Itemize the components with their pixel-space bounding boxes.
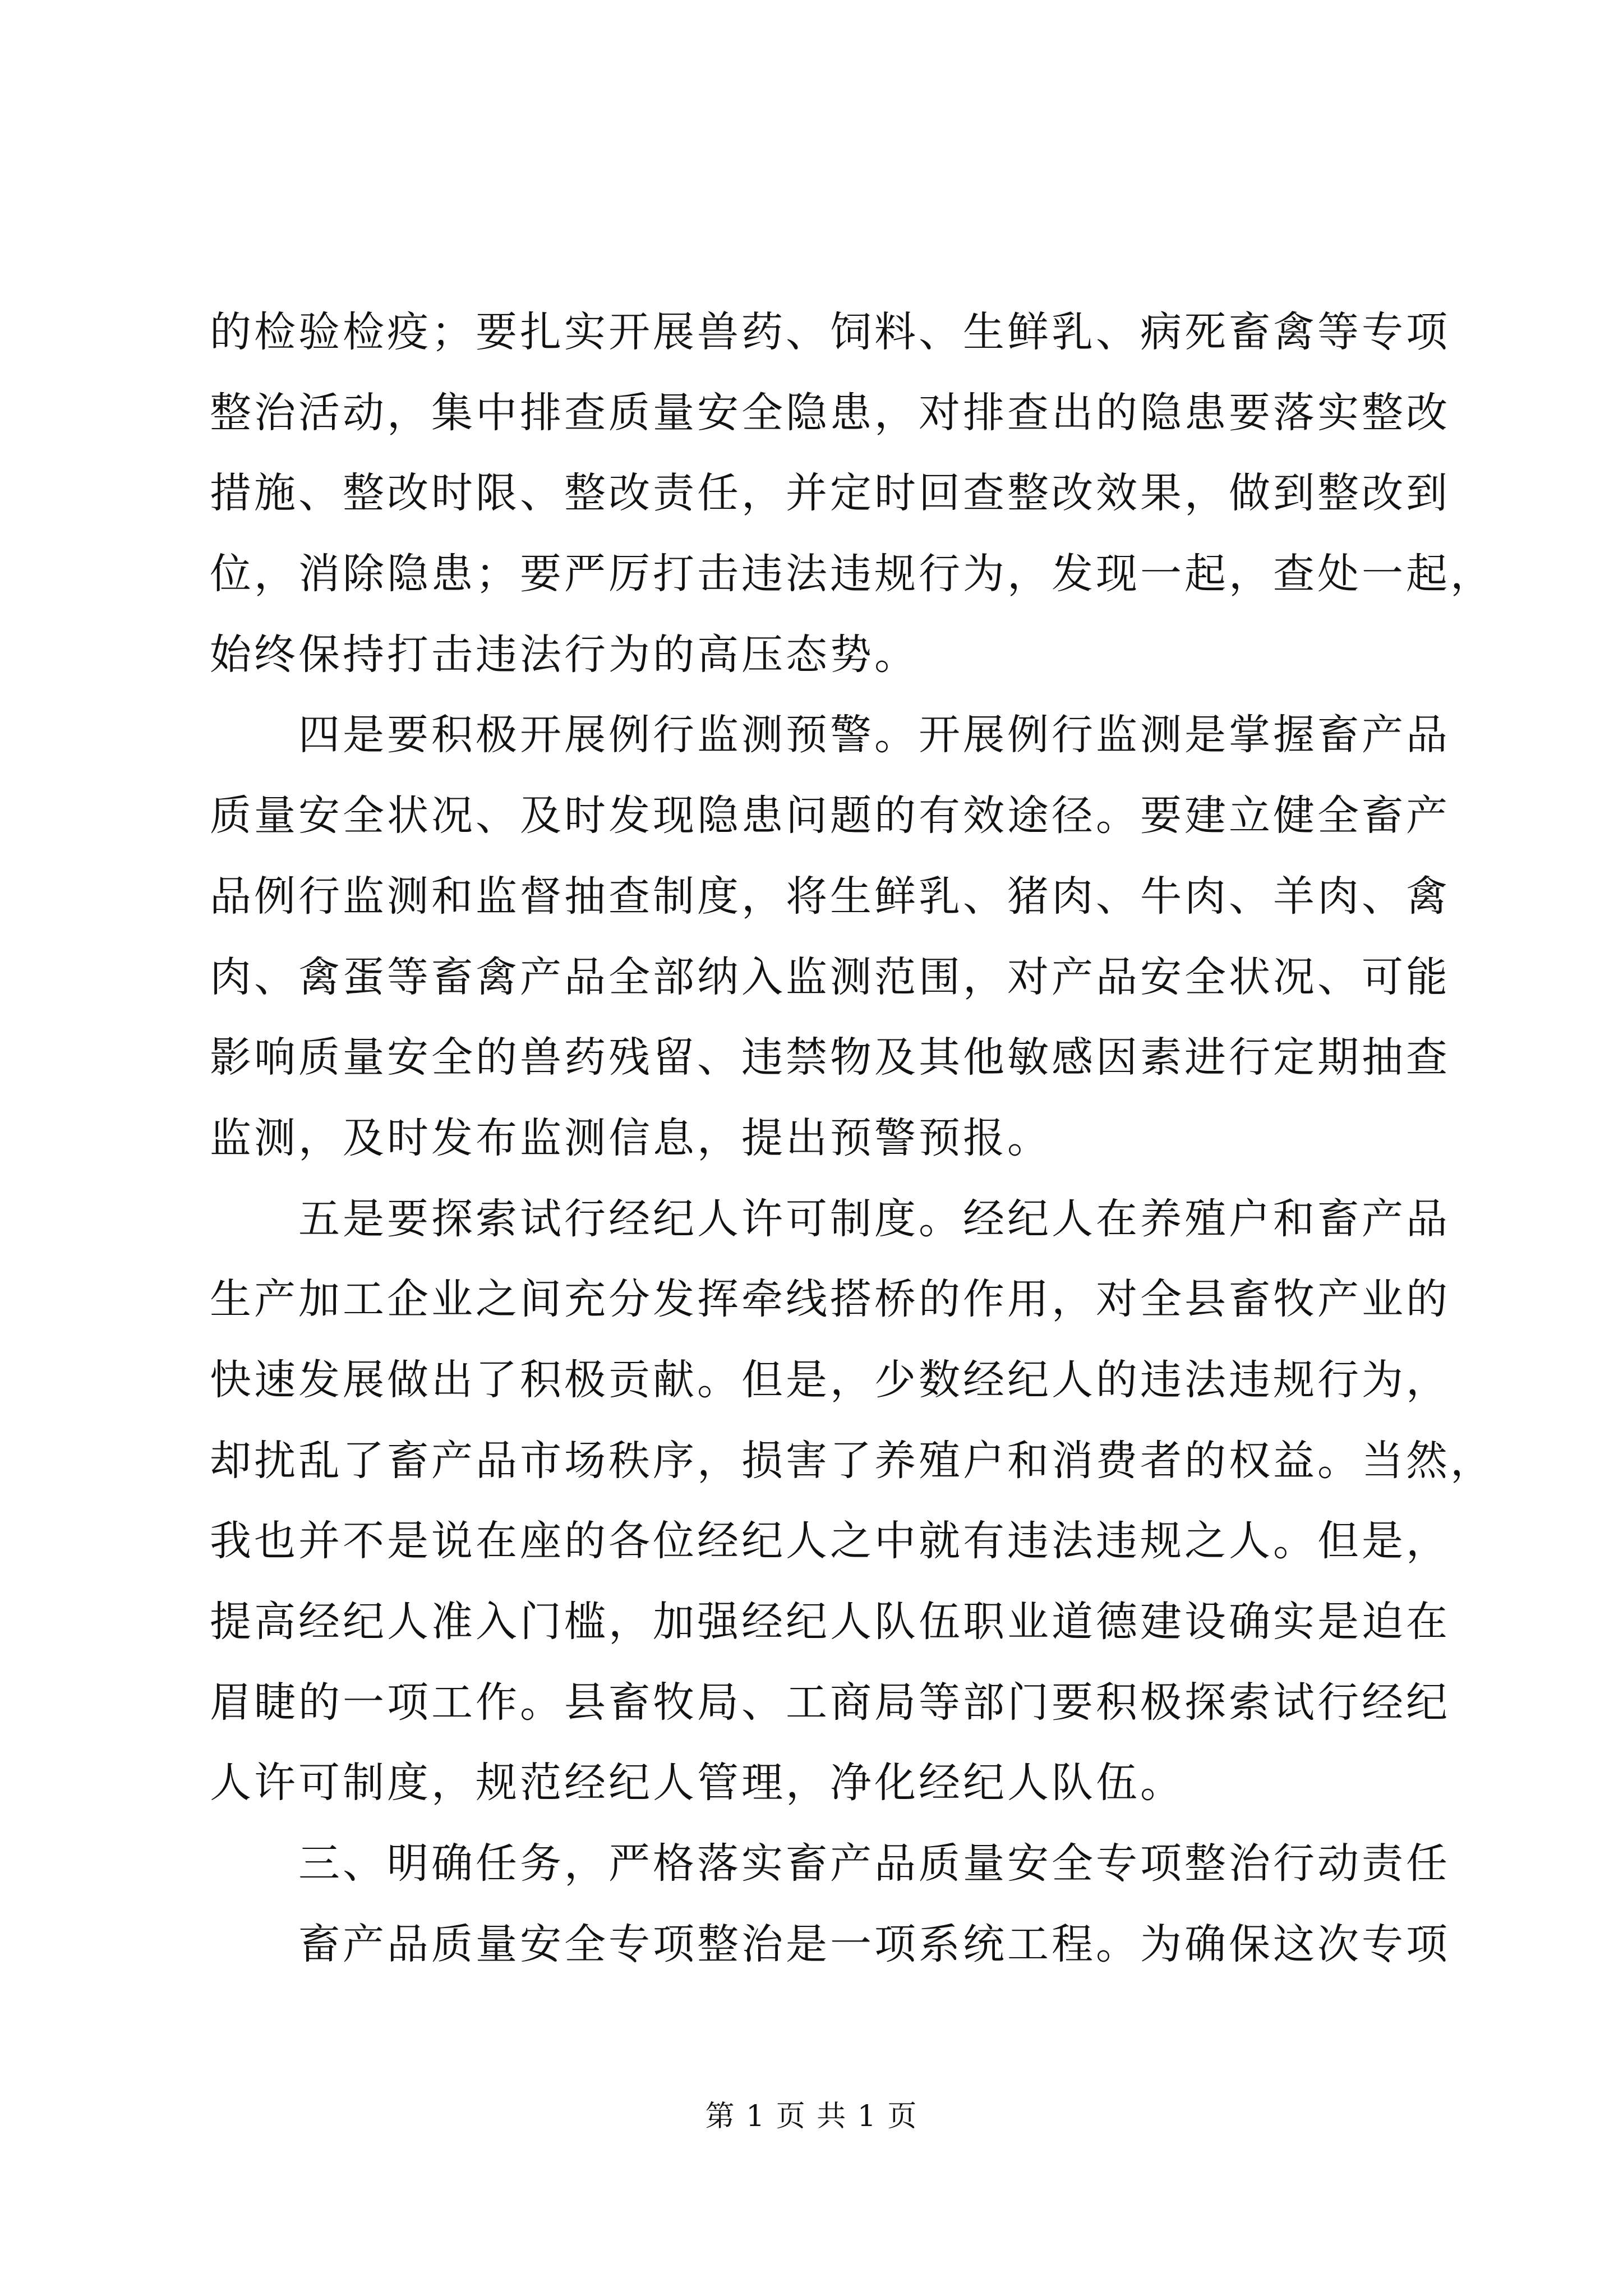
section-heading: 三、明确任务，严格落实畜产品质量安全专项整治行动责任	[210, 1839, 1450, 1888]
text-line: 生产加工企业之间充分发挥牵线搭桥的作用，对全县畜牧产业的	[210, 1275, 1450, 1324]
text-line: 快速发展做出了积极贡献。但是，少数经纪人的违法违规行为，	[210, 1355, 1450, 1404]
text-line: 质量安全状况、及时发现隐患问题的有效途径。要建立健全畜产	[210, 792, 1450, 840]
text-line: 整治活动，集中排查质量安全隐患，对排查出的隐患要落实整改	[210, 388, 1450, 437]
page-footer: 第 1 页 共 1 页	[705, 2100, 918, 2133]
text-line: 的检验检疫；要扎实开展兽药、饲料、生鲜乳、病死畜禽等专项	[210, 308, 1450, 356]
text-line: 始终保持打击违法行为的高压态势。	[210, 630, 919, 679]
text-line: 肉、禽蛋等畜禽产品全部纳入监测范围，对产品安全状况、可能	[210, 953, 1450, 1001]
text-line: 品例行监测和监督抽查制度，将生鲜乳、猪肉、牛肉、羊肉、禽	[210, 872, 1450, 921]
text-line: 畜产品质量安全专项整治是一项系统工程。为确保这次专项	[210, 1920, 1450, 1968]
text-line: 人许可制度，规范经纪人管理，净化经纪人队伍。	[210, 1759, 1184, 1807]
text-line: 影响质量安全的兽药残留、违禁物及其他敏感因素进行定期抽查	[210, 1033, 1450, 1082]
body-text	[210, 292, 1495, 1985]
text-line: 眉睫的一项工作。县畜牧局、工商局等部门要积极探索试行经纪	[210, 1678, 1450, 1727]
text-line: 措施、整改时限、整改责任，并定时回查整改效果，做到整改到	[210, 469, 1450, 518]
text-line: 提高经纪人准入门槛，加强经纪人队伍职业道德建设确实是迫在	[210, 1598, 1450, 1646]
text-line: 我也并不是说在座的各位经纪人之中就有违法违规之人。但是，	[210, 1517, 1450, 1566]
text-line: 四是要积极开展例行监测预警。开展例行监测是掌握畜产品	[210, 711, 1450, 760]
text-line: 监测，及时发布监测信息，提出预警预报。	[210, 1114, 1052, 1162]
text-line: 位，消除隐患；要严厉打击违法违规行为，发现一起，查处一起，	[210, 550, 1495, 599]
text-line: 五是要探索试行经纪人许可制度。经纪人在养殖户和畜产品	[210, 1194, 1450, 1243]
text-line: 却扰乱了畜产品市场秩序，损害了养殖户和消费者的权益。当然，	[210, 1436, 1495, 1485]
